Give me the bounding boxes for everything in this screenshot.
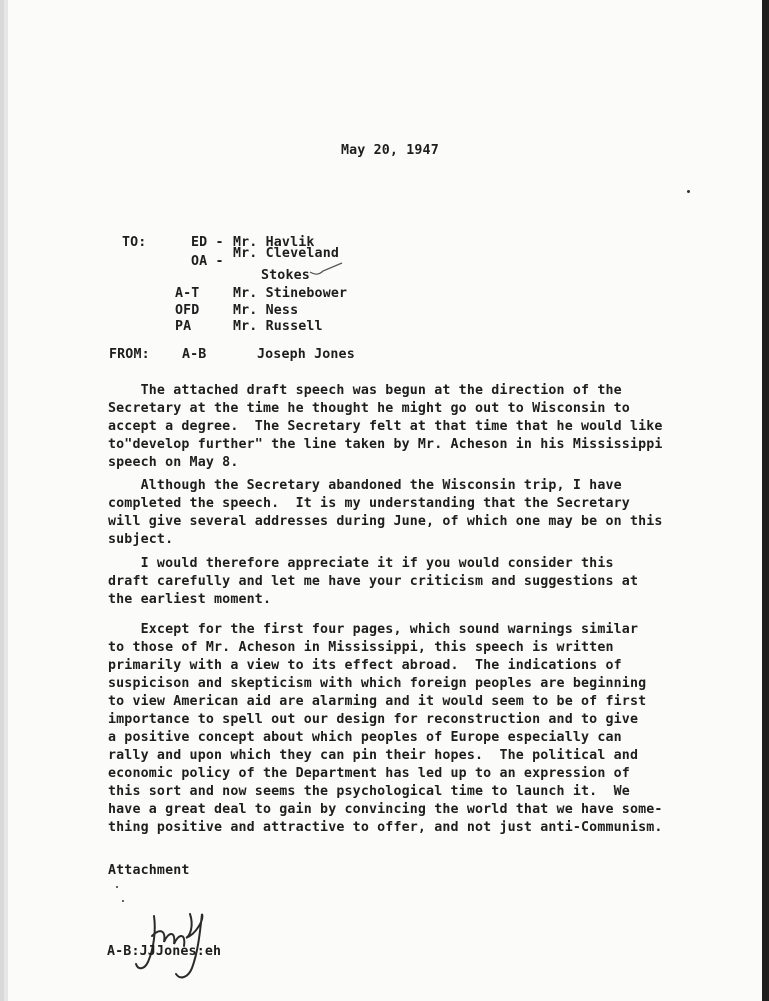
recipient-code: OA - bbox=[191, 254, 224, 269]
body-line: accept a degree. The Secretary felt at that time that he would like bbox=[108, 419, 663, 434]
body-line: completed the speech. It is my understanding that the Secretary bbox=[108, 496, 630, 511]
recipient-name: Mr. Ness bbox=[233, 303, 299, 318]
attachment-label: Attachment bbox=[108, 863, 190, 878]
recipient-name: Mr. Havlik bbox=[233, 235, 315, 250]
recipient-code: PA bbox=[175, 319, 192, 334]
body-line: Although the Secretary abandoned the Wisconsin trip, I have bbox=[108, 478, 622, 493]
body-line: The attached draft speech was begun at the direction of the bbox=[108, 383, 622, 398]
body-line: have a great deal to gain by convincing the world that we have some- bbox=[108, 802, 663, 817]
handwritten-check-mark bbox=[309, 262, 343, 276]
recipient-name: Mr. Stinebower bbox=[233, 286, 348, 301]
body-line: importance to spell out our design for reconstruction and to give bbox=[108, 712, 639, 727]
scan-speck bbox=[122, 900, 124, 902]
body-line: this sort and now seems the psychological time to launch it. We bbox=[108, 784, 630, 799]
body-line: I would therefore appreciate it if you would consider this bbox=[108, 556, 614, 571]
body-line: primarily with a view to its effect abroad. The indications of bbox=[108, 658, 622, 673]
body-line: suspicison and skepticism with which foreign peoples are beginning bbox=[108, 676, 647, 691]
body-paragraph bbox=[108, 382, 668, 472]
body-paragraph bbox=[108, 555, 668, 609]
body-line: the earliest moment. bbox=[108, 592, 272, 607]
typist-initials: A-B:JJJones:eh bbox=[107, 944, 222, 959]
recipient-code: ED - bbox=[191, 235, 224, 250]
recipient-name: Mr. Russell bbox=[233, 319, 323, 334]
body-line: to"develop further" the line taken by Mr. Acheson in his Mississippi bbox=[108, 437, 663, 452]
from-name: Joseph Jones bbox=[257, 347, 355, 362]
body-line: Except for the first four pages, which sound warnings similar bbox=[108, 622, 639, 637]
from-label: FROM: bbox=[109, 347, 150, 362]
to-label: TO: bbox=[122, 235, 147, 250]
memo-date: May 20, 1947 bbox=[341, 143, 439, 158]
scan-speck bbox=[116, 886, 118, 888]
recipient-code: A-T bbox=[175, 286, 200, 301]
recipient-code: OFD bbox=[175, 303, 200, 318]
body-line: Secretary at the time he thought he might go out to Wisconsin to bbox=[108, 401, 630, 416]
memo-page bbox=[4, 0, 762, 1001]
body-paragraph bbox=[108, 621, 668, 837]
body-line: a positive concept about which peoples of Europe especially can bbox=[108, 730, 622, 745]
scan-right-edge bbox=[762, 0, 769, 1001]
body-line: draft carefully and let me have your criticism and suggestions at bbox=[108, 574, 639, 589]
body-line: rally and upon which they can pin their hopes. The political and bbox=[108, 748, 639, 763]
body-line: speech on May 8. bbox=[108, 455, 239, 470]
body-line: thing positive and attractive to offer, and not just anti-Communism. bbox=[108, 820, 663, 835]
recipient-name: Stokes bbox=[261, 268, 310, 283]
body-line: to those of Mr. Acheson in Mississippi, this speech is written bbox=[108, 640, 614, 655]
recipient-name: Mr. Cleveland bbox=[233, 246, 340, 261]
body-line: economic policy of the Department has led up to an expression of bbox=[108, 766, 630, 781]
from-office-code: A-B bbox=[182, 347, 207, 362]
scan-speck bbox=[687, 190, 690, 193]
scan-left-edge bbox=[4, 0, 8, 1001]
body-line: to view American aid are alarming and it would seem to be of first bbox=[108, 694, 647, 709]
body-paragraph bbox=[108, 477, 668, 549]
body-line: will give several addresses during June, of which one may be on this bbox=[108, 514, 663, 529]
recipient-row bbox=[175, 285, 475, 303]
body-line: subject. bbox=[108, 532, 174, 547]
recipient-row bbox=[175, 318, 475, 336]
